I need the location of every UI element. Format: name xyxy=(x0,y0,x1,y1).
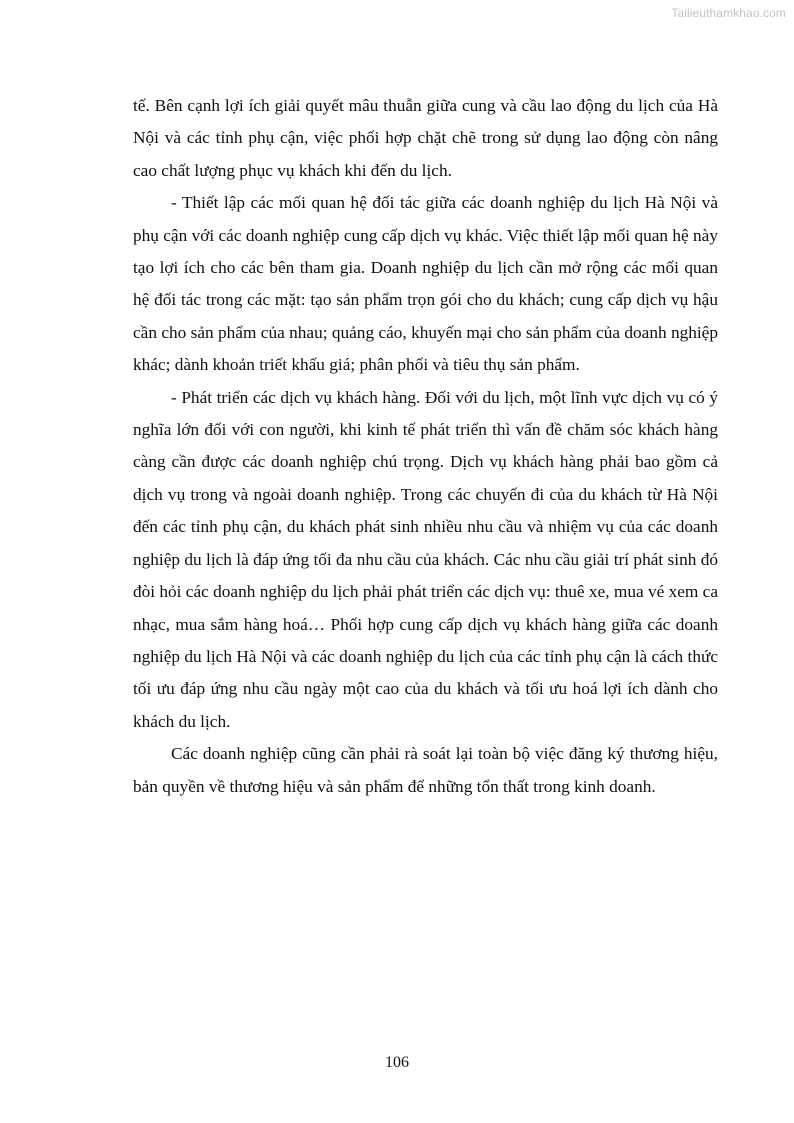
paragraph-partnerships: - Thiết lập các mối quan hệ đối tác giữa các doanh nghiệp du lịch Hà Nội và phụ cận với các doanh nghiệp cung cấp dịch vụ khác. Việc thiết lập mối quan hệ này tạo lợi ích cho các bên tham gia. Doanh nghiệp du lịch cần mở rộng các mối quan hệ đối tác trong các mặt: tạo sản phẩm trọn gói cho du khách; cung cấp dịch vụ hậu cần cho sản phẩm của nhau; quảng cáo, khuyến mại cho sản phẩm của doanh nghiệp khác; dành khoản triết khấu giá; phân phối và tiêu thụ sản phẩm. xyxy=(133,193,718,375)
watermark: Tailieuthamkhao.com xyxy=(671,6,786,20)
paragraph-customer-services: - Phát triển các dịch vụ khách hàng. Đối với du lịch, một lĩnh vực dịch vụ có ý nghĩa lớn đối với con người, khi kinh tế phát triển thì vấn đề chăm sóc khách hàng càng cần được các doanh nghiệp chú trọng. Dịch vụ khách hàng phải bao gồm cả dịch vụ trong và ngoài doanh nghiệp. Trong các chuyến đi của du khách từ Hà Nội đến các tỉnh phụ cận, du khách phát sinh nhiều nhu cầu và nhiệm vụ của các doanh nghiệp du lịch là đáp ứng tối đa nhu cầu của khách. Các nhu cầu giải trí phát sinh đó đòi hỏi các doanh nghiệp du lịch phải phát triển các dịch vụ: thuê xe, mua vé xem ca nhạc, mua sắm hàng hoá… Phối hợp cung cấp dịch vụ khách hàng giữa các doanh nghiệp du lịch Hà Nội và các doanh nghiệp du lịch của các tỉnh phụ cận là cách thức tối ưu đáp ứng nhu cầu ngày một cao của du khách và tối ưu hoá lợi ích dành cho khách du lịch. xyxy=(133,387,718,731)
paragraph-brand-review: Các doanh nghiệp cũng cần phải rà soát lại toàn bộ việc đăng ký thương hiệu, bản quyền về thương hiệu và sản phẩm để những tổn thất trong kinh doanh. xyxy=(133,744,718,796)
paragraph-continuation: tế. Bên cạnh lợi ích giải quyết mâu thuẫn giữa cung và cầu lao động du lịch của Hà Nội và các tỉnh phụ cận, việc phối hợp chặt chẽ trong sử dụng lao động còn nâng cao chất lượng phục vụ khách khi đến du lịch. xyxy=(133,96,718,180)
body-text xyxy=(133,90,718,803)
page-number: 106 xyxy=(385,1054,409,1071)
